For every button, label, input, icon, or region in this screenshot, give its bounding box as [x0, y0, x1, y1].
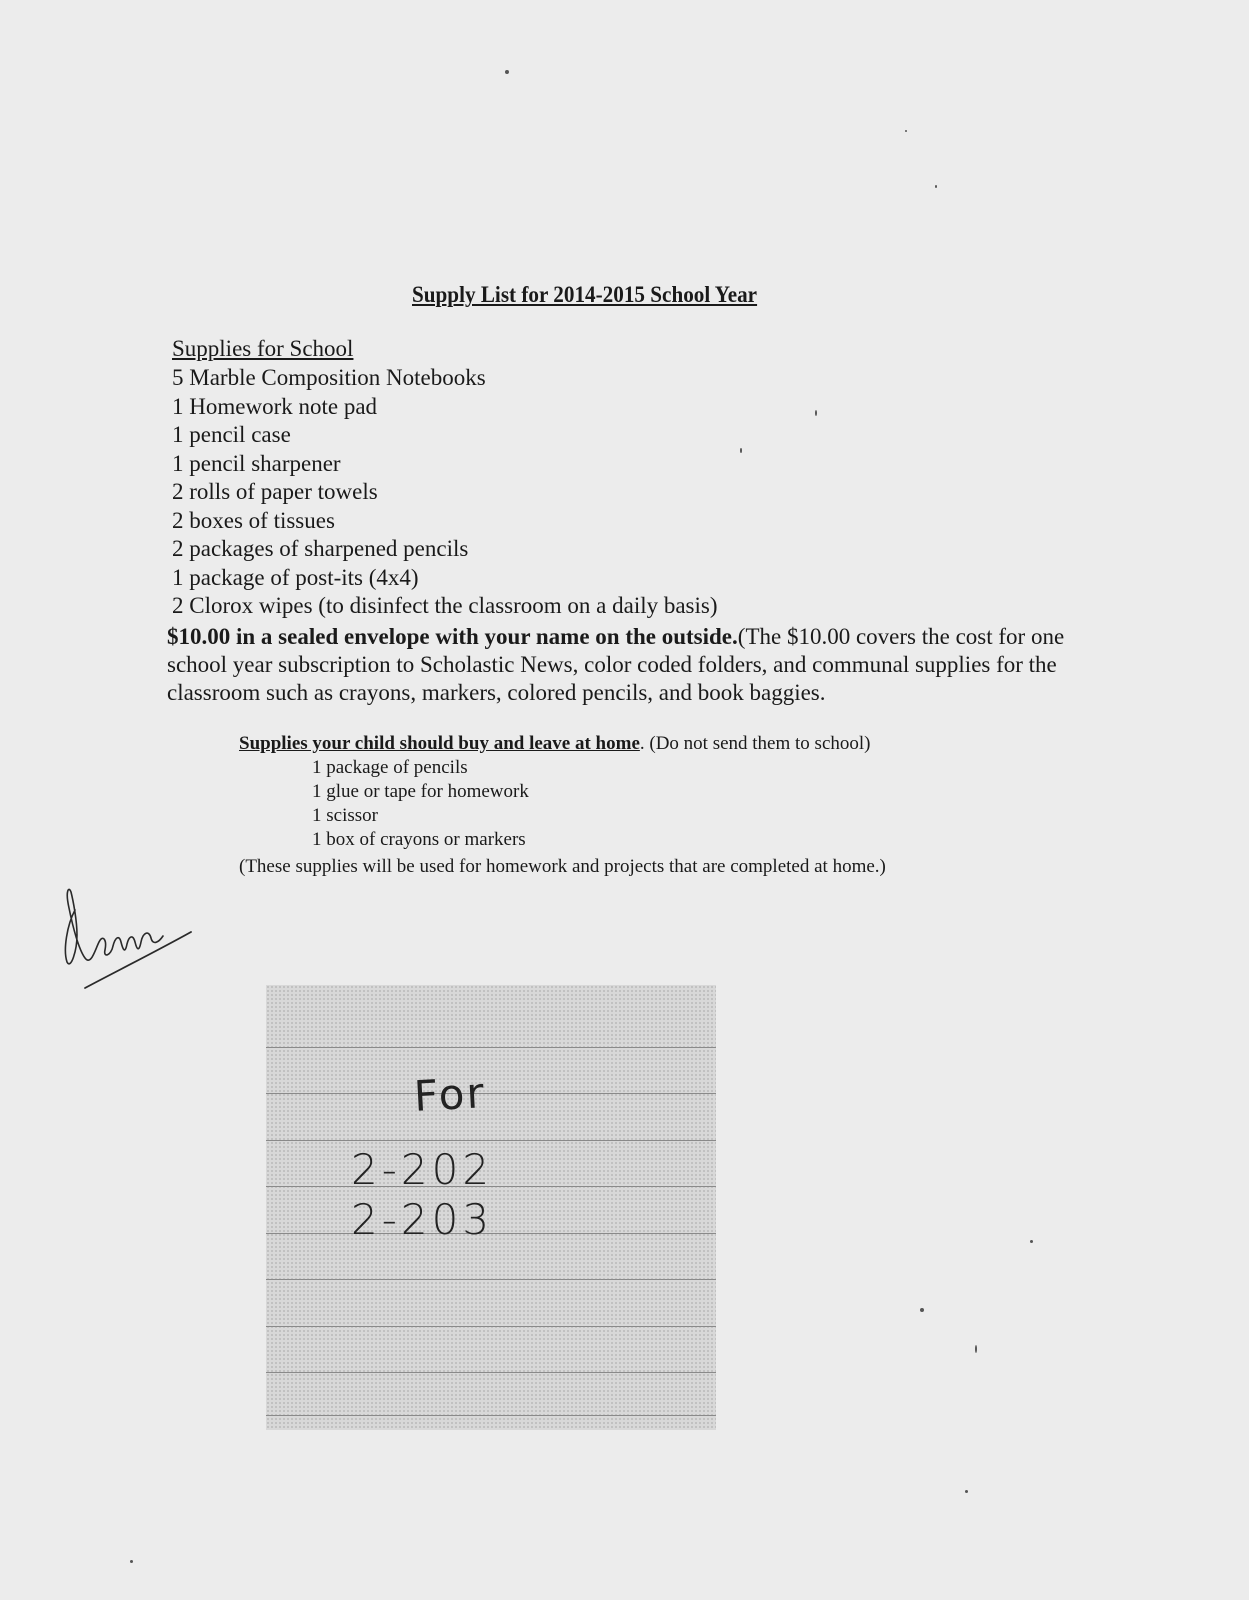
- list-item: 1 package of post-its (4x4): [172, 564, 419, 590]
- ruled-line: [266, 1140, 716, 1141]
- ruled-line: [266, 1047, 716, 1048]
- handwritten-signature: [55, 880, 205, 1000]
- fee-instruction: $10.00 in a sealed envelope with your name on the outside.: [167, 623, 738, 649]
- home-supplies-heading-suffix: . (Do not send them to school): [639, 733, 871, 754]
- list-item: 1 pencil case: [172, 422, 291, 447]
- ruled-line: [266, 1415, 716, 1416]
- school-supplies-section: [168, 334, 1068, 707]
- list-item: 2 Clorox wipes (to disinfect the classroom on a daily basis): [172, 593, 718, 618]
- scan-speck: [965, 1490, 968, 1493]
- scan-speck: [505, 70, 509, 74]
- ruled-line: [266, 1326, 716, 1327]
- list-item: 1 package of pencils: [312, 757, 468, 778]
- home-supplies-list: [239, 756, 959, 852]
- fee-explanation: (The $10.00 covers the cost for one school year subscription to Scholastic News, color coded folders, and communal supplies for the classroom such as crayons, markers, colored pencils, and book baggies.: [167, 623, 1065, 705]
- list-item: 1 glue or tape for homework: [312, 781, 529, 802]
- school-supplies-heading: Supplies for School: [172, 336, 354, 361]
- school-supplies-list: [168, 364, 1068, 621]
- list-item: 1 box of crayons or markers: [312, 829, 526, 850]
- sticky-note: [266, 985, 716, 1430]
- scan-speck: [975, 1345, 977, 1353]
- scan-speck: [1030, 1240, 1033, 1243]
- list-item: 2 packages of sharpened pencils: [172, 536, 469, 561]
- list-item: 2 boxes of tissues: [172, 507, 335, 533]
- home-supplies-heading: [239, 732, 959, 756]
- ruled-line: [266, 1093, 716, 1094]
- list-item: 1 scissor: [312, 805, 378, 826]
- note-room: 2-203: [351, 1195, 494, 1244]
- list-item: 5 Marble Composition Notebooks: [172, 365, 486, 390]
- note-label: For: [412, 1068, 487, 1121]
- scan-speck: [935, 185, 937, 188]
- home-supplies-heading-text: Supplies your child should buy and leave at home: [239, 733, 640, 754]
- ruled-line: [266, 1372, 716, 1373]
- scan-speck: [130, 1560, 133, 1563]
- home-supplies-footnote: (These supplies will be used for homework and projects that are completed at home.): [239, 856, 886, 877]
- scan-speck: [920, 1308, 924, 1312]
- document-title: Supply List for 2014-2015 School Year: [412, 282, 758, 307]
- list-item: 2 rolls of paper towels: [172, 479, 378, 504]
- ruled-line: [266, 1279, 716, 1280]
- fee-note: [167, 623, 1068, 707]
- list-item: 1 Homework note pad: [172, 393, 378, 419]
- list-item: 1 pencil sharpener: [172, 450, 341, 476]
- home-supplies-section: [239, 732, 959, 880]
- scan-speck: [905, 130, 907, 132]
- note-room: 2-202: [351, 1145, 494, 1194]
